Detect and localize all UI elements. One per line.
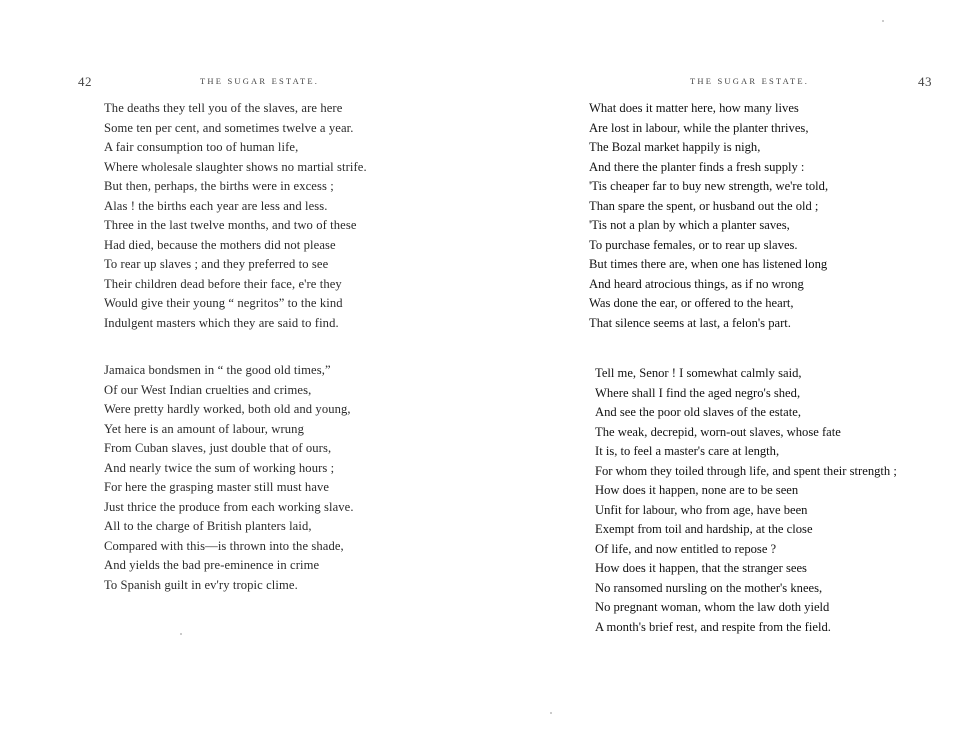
- verse-line: Exempt from toil and hardship, at the close: [595, 522, 813, 536]
- running-head: THE SUGAR ESTATE.: [690, 76, 810, 86]
- verse-line: For whom they toiled through life, and spent their strength ;: [595, 463, 897, 478]
- verse-line: Of our West Indian cruelties and crimes,: [104, 382, 312, 397]
- verse-line: To rear up slaves ; and they preferred to see: [104, 257, 329, 271]
- verse-line: To purchase females, or to rear up slaves.: [589, 237, 798, 252]
- verse-line: Are lost in labour, while the planter thrives,: [589, 120, 809, 135]
- verse-line: Jamaica bondsmen in “ the good old times,”: [104, 363, 331, 377]
- verse-line: Just thrice the produce from each working slave.: [104, 499, 354, 514]
- verse-line: A month's brief rest, and respite from the field.: [595, 619, 831, 634]
- verse-line: Their children dead before their face, e're they: [104, 276, 342, 291]
- verse-line: But then, perhaps, the births were in excess ;: [104, 179, 334, 193]
- verse-line: Than spare the spent, or husband out the old ;: [589, 198, 819, 213]
- verse-line: And see the poor old slaves of the estate,: [595, 405, 801, 419]
- verse-line: Compared with this—is thrown into the shade,: [104, 538, 344, 553]
- verse-line: How does it happen, none are to be seen: [595, 483, 799, 497]
- verse-line: All to the charge of British planters laid,: [104, 519, 312, 533]
- verse-line: For here the grasping master still must have: [104, 480, 330, 494]
- verse-line: 'Tis cheaper far to buy new strength, we're told,: [589, 179, 829, 193]
- verse-line: Indulgent masters which they are said to find.: [104, 315, 339, 330]
- running-head: THE SUGAR ESTATE.: [200, 76, 320, 86]
- verse-line: Where shall I find the aged negro's shed,: [595, 385, 801, 400]
- paper-speck: [180, 633, 182, 635]
- verse-line: Was done the ear, or offered to the heart,: [589, 296, 794, 310]
- stanza-1: [589, 99, 828, 333]
- verse-line: Where wholesale slaughter shows no martial strife.: [104, 159, 367, 174]
- stanza-1: [104, 99, 367, 333]
- verse-line: But times there are, when one has listened long: [589, 257, 828, 271]
- page-number: 42: [78, 74, 92, 89]
- page-number: 43: [918, 74, 932, 89]
- verse-line: How does it happen, that the stranger sees: [595, 561, 807, 575]
- verse-line: Tell me, Senor ! I somewhat calmly said,: [595, 366, 802, 380]
- verse-line: The weak, decrepid, worn-out slaves, whose fate: [595, 424, 841, 439]
- verse-line: The deaths they tell you of the slaves, are here: [104, 101, 343, 115]
- verse-line: What does it matter here, how many lives: [589, 101, 799, 115]
- verse-line: No pregnant woman, whom the law doth yield: [595, 600, 830, 614]
- verse-line: And yields the bad pre-eminence in crime: [104, 558, 320, 572]
- verse-line: Some ten per cent, and sometimes twelve a year.: [104, 120, 354, 135]
- verse-line: The Bozal market happily is nigh,: [589, 140, 761, 154]
- verse-line: 'Tis not a plan by which a planter saves,: [589, 218, 790, 232]
- paper-speck: [882, 20, 884, 22]
- verse-line: And there the planter finds a fresh supply :: [589, 159, 805, 174]
- verse-line: To Spanish guilt in ev'ry tropic clime.: [104, 577, 298, 592]
- verse-line: That silence seems at last, a felon's part.: [589, 315, 791, 330]
- verse-line: Of life, and now entitled to repose ?: [595, 541, 777, 556]
- stanza-2: [104, 361, 354, 595]
- verse-line: And nearly twice the sum of working hours ;: [104, 460, 335, 475]
- verse-line: Were pretty hardly worked, both old and young,: [104, 402, 351, 416]
- verse-line: Unfit for labour, who from age, have been: [595, 502, 808, 517]
- stanza-2: [595, 364, 897, 637]
- verse-line: A fair consumption too of human life,: [104, 140, 299, 154]
- verse-line: And heard atrocious things, as if no wrong: [589, 276, 804, 291]
- verse-line: It is, to feel a master's care at length,: [595, 444, 780, 458]
- verse-line: No ransomed nursling on the mother's knees,: [595, 580, 823, 595]
- verse-line: Alas ! the births each year are less and less.: [104, 198, 328, 213]
- paper-speck: [550, 712, 552, 714]
- right-page: [490, 0, 980, 737]
- verse-line: Yet here is an amount of labour, wrung: [104, 421, 304, 436]
- verse-line: Three in the last twelve months, and two of these: [104, 218, 357, 232]
- verse-line: From Cuban slaves, just double that of ours,: [104, 441, 332, 455]
- verse-line: Would give their young “ negritos” to the kind: [104, 296, 343, 310]
- verse-line: Had died, because the mothers did not please: [104, 237, 336, 252]
